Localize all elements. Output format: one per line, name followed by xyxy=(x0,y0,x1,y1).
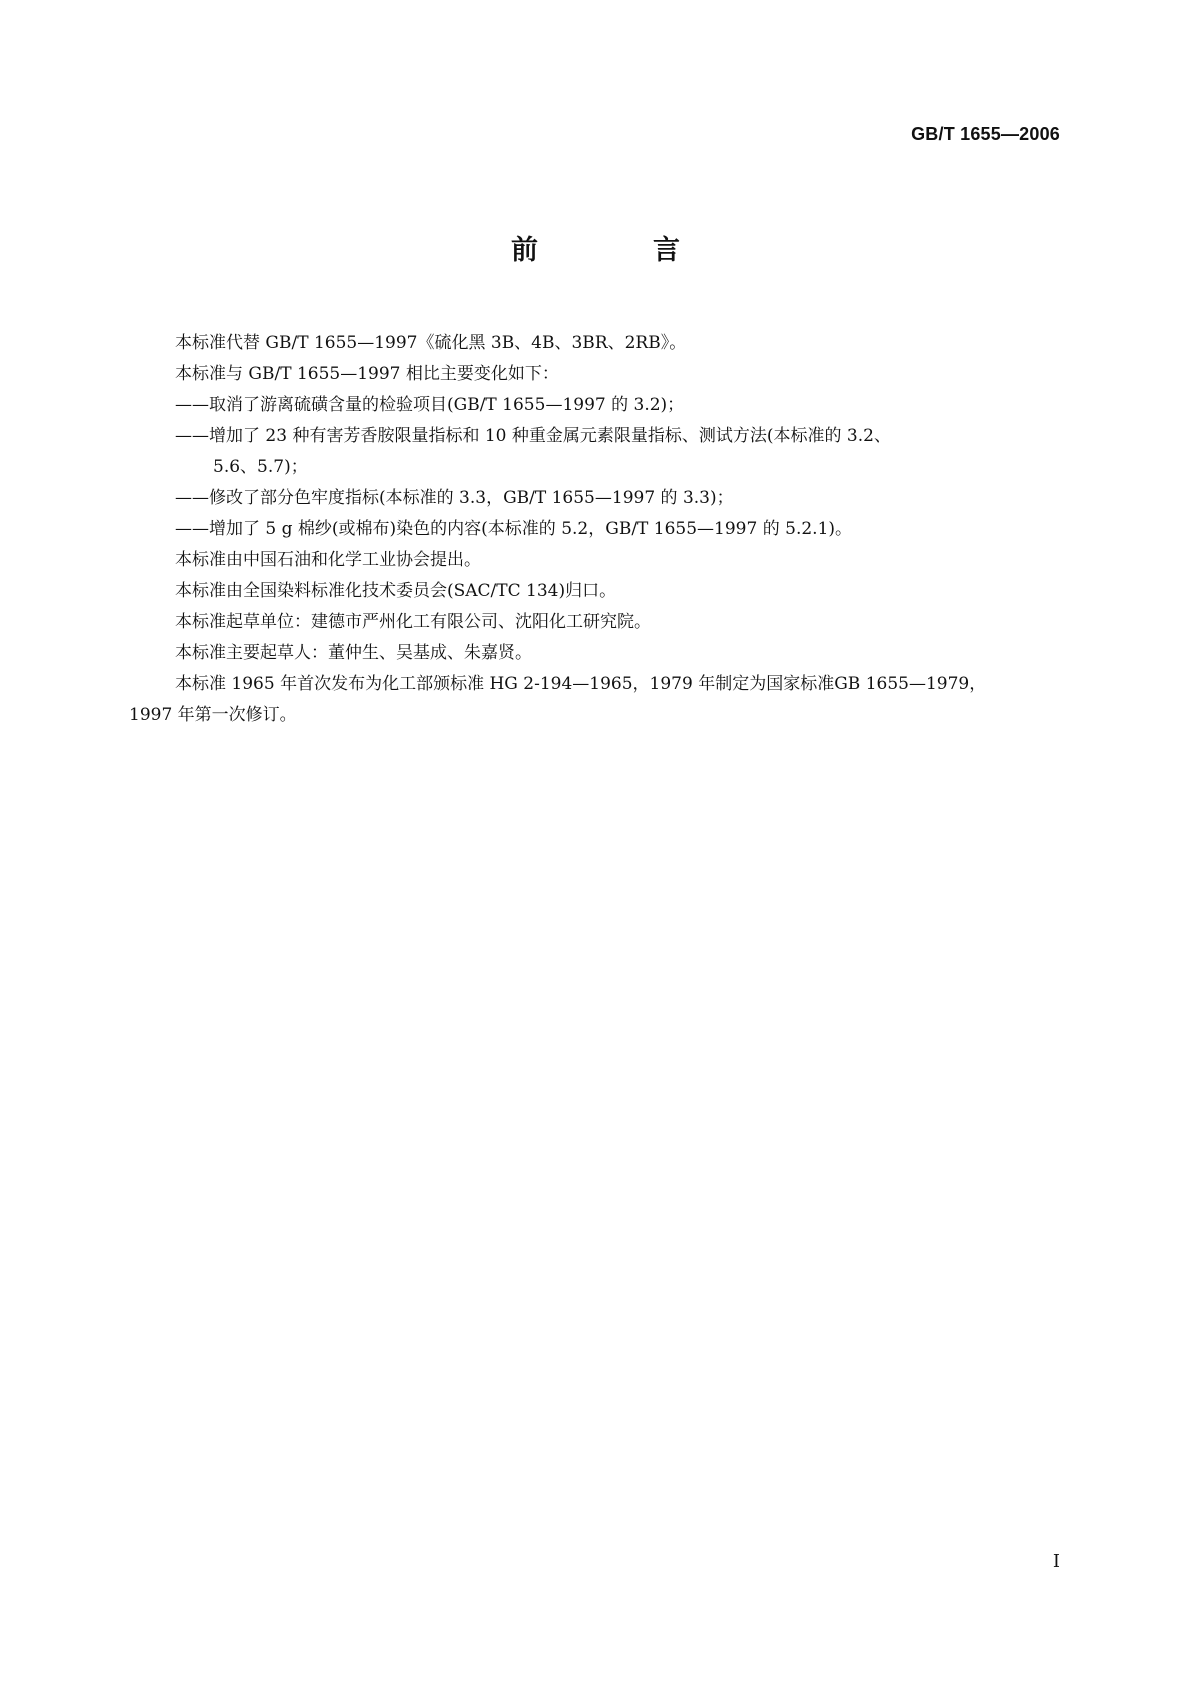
paragraph-drafters: 本标准主要起草人：董仲生、吴基成、朱嘉贤。 xyxy=(175,643,532,663)
list-item: ——修改了部分色牢度指标(本标准的 3.3，GB/T 1655—1997 的 3.3)； xyxy=(175,488,734,508)
paragraph-history: 本标准 1965 年首次发布为化工部颁标准 HG 2-194—1965，1979 年制定为国家标准GB 1655—1979， xyxy=(175,674,987,694)
list-item: ——增加了 5 g 棉纱(或棉布)染色的内容(本标准的 5.2，GB/T 1655—1997 的 5.2.1)。 xyxy=(175,519,853,539)
list-item-continuation: 5.6、5.7)； xyxy=(213,457,308,477)
paragraph-drafting-units: 本标准起草单位：建德市严州化工有限公司、沈阳化工研究院。 xyxy=(175,612,651,632)
paragraph-history-continuation: 1997 年第一次修订。 xyxy=(129,705,297,725)
paragraph-changes-intro: 本标准与 GB/T 1655—1997 相比主要变化如下： xyxy=(175,364,559,384)
list-item: ——取消了游离硫磺含量的检验项目(GB/T 1655—1997 的 3.2)； xyxy=(175,395,685,415)
list-item: ——增加了 23 种有害芳香胺限量指标和 10 种重金属元素限量指标、测试方法(本标准的 3.2、 xyxy=(175,426,891,446)
paragraph-supersedes: 本标准代替 GB/T 1655—1997《硫化黑 3B、4B、3BR、2RB》。 xyxy=(175,333,687,353)
standard-code: GB/T 1655—2006 xyxy=(911,124,1060,144)
page-number: I xyxy=(1052,1551,1060,1572)
page-title: 前 言 xyxy=(511,235,724,266)
foreword-body xyxy=(129,328,1065,731)
paragraph-proposer: 本标准由中国石油和化学工业协会提出。 xyxy=(175,550,481,570)
paragraph-committee: 本标准由全国染料标准化技术委员会(SAC/TC 134)归口。 xyxy=(175,581,617,601)
